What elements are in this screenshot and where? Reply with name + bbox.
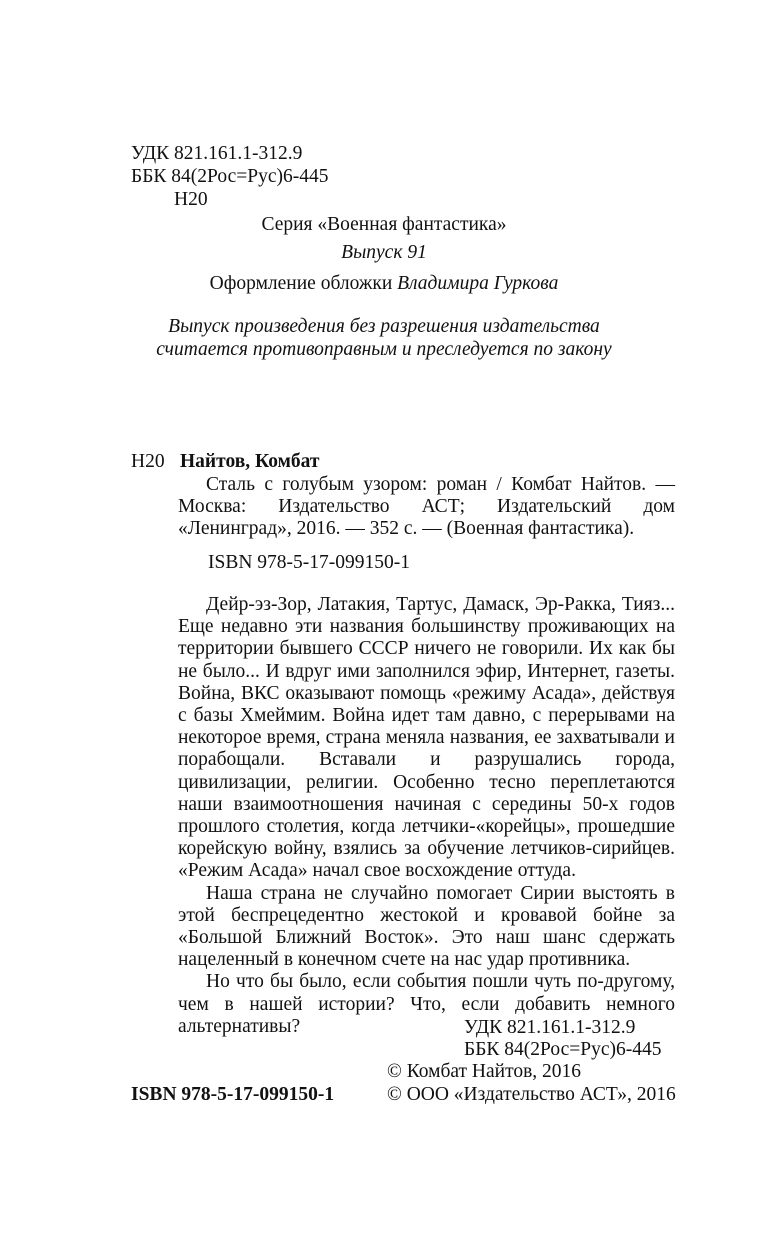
cover-design-prefix: Оформление обложки xyxy=(209,273,398,294)
series-label: Серия «Военная фантастика» xyxy=(261,214,507,235)
annotation-paragraph: Наша страна не случайно помогает Сирии выстоять в этой беспрецедентно жестокой и кровавой бойне за «Большой Ближний Восток». Это наш шанс сдержать нацеленный в конечном счете на нас удар противника. xyxy=(178,882,675,971)
series-issue: Выпуск 91 xyxy=(341,242,427,263)
record-author: Найтов, Комбат xyxy=(180,451,320,472)
footer-copyright-author: © Комбат Найтов, 2016 xyxy=(387,1061,582,1082)
legal-notice-line-2: считается противоправным и преследуется по закону xyxy=(156,339,612,360)
header-bbk: ББК 84(2Рос=Рус)6-445 xyxy=(131,166,329,187)
header-author-mark: Н20 xyxy=(174,189,208,210)
record-description-block xyxy=(178,474,675,541)
cover-designer-name: Владимира Гуркова xyxy=(397,273,559,294)
record-description: Сталь с голубым узором: роман / Комбат Найтов. — Москва: Издательство АСТ; Издательский дом «Ленинград», 2016. — 352 с. — (Военная фантастика). xyxy=(178,474,675,540)
footer-copyright-publisher: © ООО «Издательство АСТ», 2016 xyxy=(387,1084,676,1105)
footer-bbk: ББК 84(2Рос=Рус)6-445 xyxy=(464,1039,662,1060)
header-udk: УДК 821.161.1-312.9 xyxy=(131,143,303,164)
footer-isbn: ISBN 978-5-17-099150-1 xyxy=(131,1084,335,1105)
cover-design-credit xyxy=(0,273,768,295)
record-isbn: ISBN 978-5-17-099150-1 xyxy=(208,552,411,573)
annotation xyxy=(178,594,675,1038)
footer-udk: УДК 821.161.1-312.9 xyxy=(464,1017,636,1038)
record-author-mark: Н20 xyxy=(131,451,165,472)
annotation-paragraph: Но что бы было, если события пошли чуть по-другому, чем в нашей истории? Что, если добавить немного альтернативы? xyxy=(178,971,675,1037)
legal-notice-line-1: Выпуск произведения без разрешения издательства xyxy=(168,316,600,337)
annotation-paragraph: Дейр-эз-Зор, Латакия, Тартус, Дамаск, Эр-Ракка, Тияз... Еще недавно эти названия большинству проживающих на территории бывшего СССР ничего не говорили. Их как бы не было... И вдруг ими заполнился эфир, Интернет, газеты. Война, ВКС оказывают помощь «режиму Асада», действуя с базы Хмеймим. Война идет там давно, с перерывами на некоторое время, страна меняла названия, ее захватывали и порабощали. Вставали и разрушались города, цивилизации, религии. Особенно тесно переплетаются наши взаимоотношения начиная с середины 50-х годов прошлого столетия, когда летчики-«корейцы», прошедшие корейскую войну, взялись за обучение летчиков-сирийцев. «Режим Асада» начал свое восхождение оттуда. xyxy=(178,594,675,882)
